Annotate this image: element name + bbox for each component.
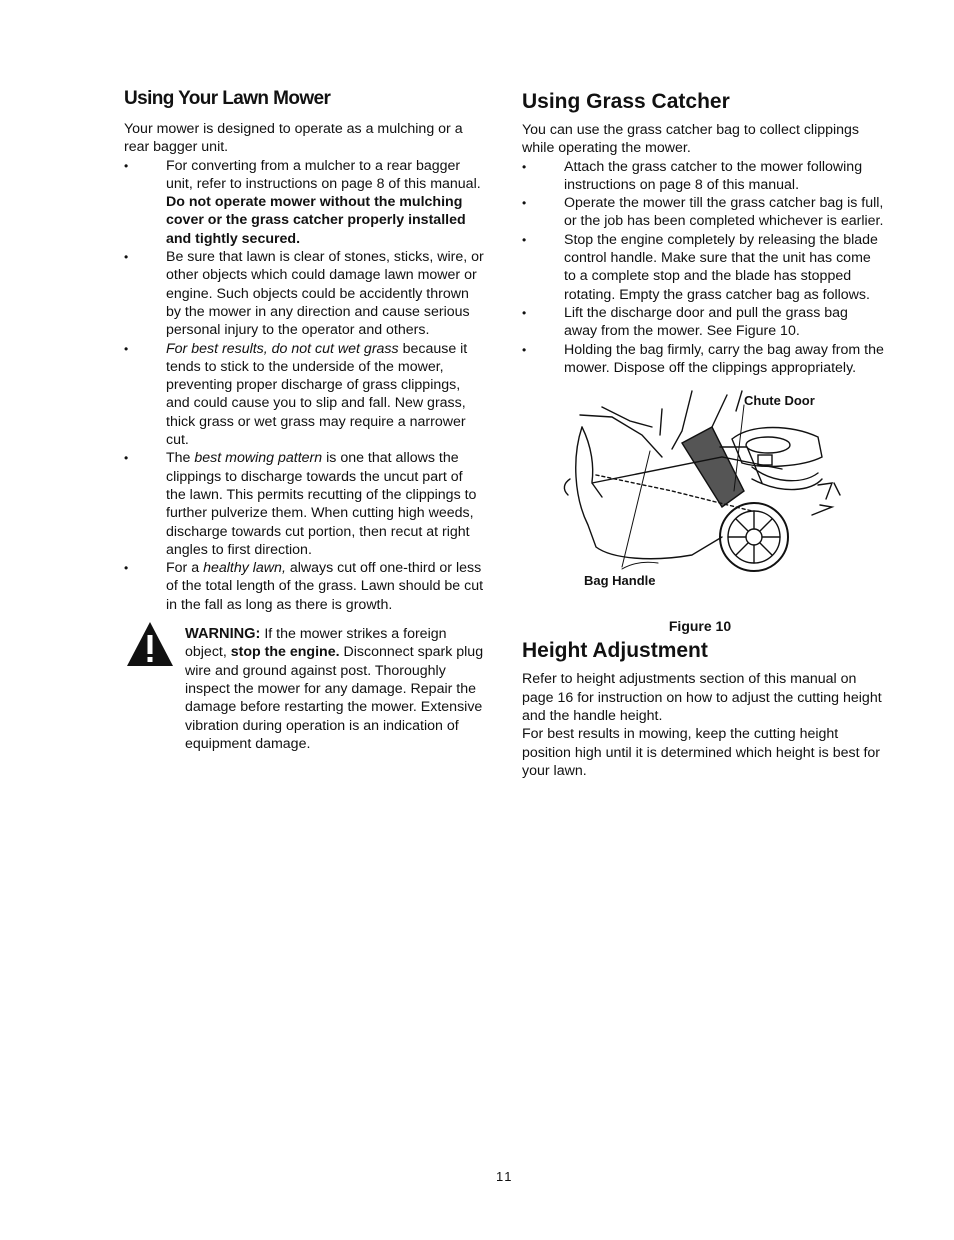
bullet-icon: • bbox=[522, 159, 527, 174]
bullet-icon: • bbox=[124, 451, 129, 466]
list-item bbox=[522, 341, 884, 378]
bullet-icon: • bbox=[124, 158, 129, 173]
list-item bbox=[522, 231, 884, 304]
bullet-italic-text: healthy lawn, bbox=[203, 560, 286, 577]
list-item bbox=[124, 340, 486, 450]
warning-label: WARNING: bbox=[185, 626, 261, 643]
bullet-text: Lift the discharge door and pull the grass bag away from the mower. See Figure 10. bbox=[564, 304, 848, 340]
lawn-mower-bullet-list bbox=[124, 157, 486, 614]
figure-caption: Figure 10 bbox=[668, 618, 732, 635]
bullet-text: Attach the grass catcher to the mower following instructions on page 8 of this manual. bbox=[564, 158, 863, 193]
lawn-mower-intro: Your mower is designed to operate as a mulching or a rear bagger unit. bbox=[124, 121, 463, 156]
height-adjustment-paragraph-2: For best results in mowing, keep the cutting height position high until it is determined which height is best for your lawn. bbox=[522, 726, 881, 779]
bullet-text: Holding the bag firmly, carry the bag away from the mower. Dispose off the clippings appropriately. bbox=[564, 341, 884, 376]
page-number: 11 bbox=[496, 1169, 514, 1184]
bullet-text: always cut off one-third or less of the total length of the grass. Lawn should be cut in the fall as long as there is growth. bbox=[166, 560, 484, 613]
height-adjustment-paragraph-1: Refer to height adjustments section of this manual on page 16 for instruction on how to adjust the cutting height and the handle height. bbox=[522, 671, 882, 725]
bullet-text: is one that allows the clippings to discharge towards the uncut part of the lawn. This permits recutting of the clippings to further pulverize them. When cutting high weeds, discharge towards cut portion, then recut at right angles to first direction. bbox=[166, 450, 477, 558]
warning-triangle-icon bbox=[126, 621, 174, 667]
bullet-icon: • bbox=[124, 561, 129, 576]
bullet-pre-text: For a bbox=[166, 560, 200, 577]
list-item bbox=[522, 158, 884, 195]
bullet-text: because it tends to stick to the underside of the mower, preventing proper discharge of grass clippings, and could cause you to slip and fall. New grass, thick grass or wet grass may require a narrower cut. bbox=[166, 340, 468, 449]
warning-text-continued: Disconnect spark plug wire and ground against post. Thoroughly inspect the mower for any damage. Repair the damage before restarting the mower. Extensive vibration during operation is an indication of equipment damage. bbox=[185, 644, 484, 752]
bullet-text: Be sure that lawn is clear of stones, sticks, wire, or other objects which could damage lawn mower or engine. Such objects could be accidently thrown by the mower in any direction and cause serious personal injury to the operator and others. bbox=[166, 249, 484, 339]
bullet-bold-text: Do not operate mower without the mulching cover or the grass catcher properly installed and tightly secured. bbox=[166, 194, 466, 247]
section-heading-lawn-mower: Using Your Lawn Mower bbox=[124, 88, 331, 109]
bullet-pre-text: The bbox=[166, 450, 191, 467]
bullet-icon: • bbox=[522, 305, 527, 320]
bullet-icon: • bbox=[522, 232, 527, 247]
bag-handle-label: Bag Handle bbox=[584, 573, 656, 589]
left-column bbox=[124, 88, 486, 753]
bullet-text: Operate the mower till the grass catcher bag is full, or the job has been completed whichever is earlier. bbox=[564, 195, 884, 230]
bullet-icon: • bbox=[522, 342, 527, 357]
list-item bbox=[522, 304, 884, 341]
bullet-text: For converting from a mulcher to a rear bagger unit, refer to instructions on page 8 of this manual. bbox=[166, 157, 481, 192]
chute-door-label: Chute Door bbox=[744, 393, 815, 409]
warning-bold-text: stop the engine. bbox=[230, 644, 340, 661]
list-item bbox=[124, 559, 486, 614]
bullet-icon: • bbox=[124, 341, 129, 356]
list-item bbox=[522, 194, 884, 231]
warning-text: If the mower strikes a foreign object, bbox=[185, 626, 447, 661]
list-item bbox=[124, 449, 486, 559]
figure-10-illustration bbox=[522, 387, 884, 617]
list-item bbox=[124, 157, 486, 248]
bullet-text: Stop the engine completely by releasing the blade control handle. Make sure that the unit has come to a complete stop and the blade has stopped rotating. Empty the grass catcher bag as follows. bbox=[564, 231, 878, 303]
right-column bbox=[522, 90, 884, 780]
bullet-italic-text: best mowing pattern bbox=[194, 450, 323, 467]
list-item bbox=[124, 248, 486, 339]
lawn-mower-bag-illustration bbox=[522, 387, 884, 597]
grass-catcher-bullet-list bbox=[522, 158, 884, 378]
section-heading-grass-catcher: Using Grass Catcher bbox=[522, 90, 730, 113]
section-heading-height-adjustment: Height Adjustment bbox=[522, 639, 708, 663]
bullet-icon: • bbox=[124, 250, 129, 265]
bullet-icon: • bbox=[522, 196, 527, 211]
bullet-italic-text: For best results, do not cut wet grass bbox=[166, 340, 399, 357]
warning-block bbox=[124, 625, 486, 753]
grass-catcher-intro: You can use the grass catcher bag to collect clippings while operating the mower. bbox=[522, 122, 860, 157]
